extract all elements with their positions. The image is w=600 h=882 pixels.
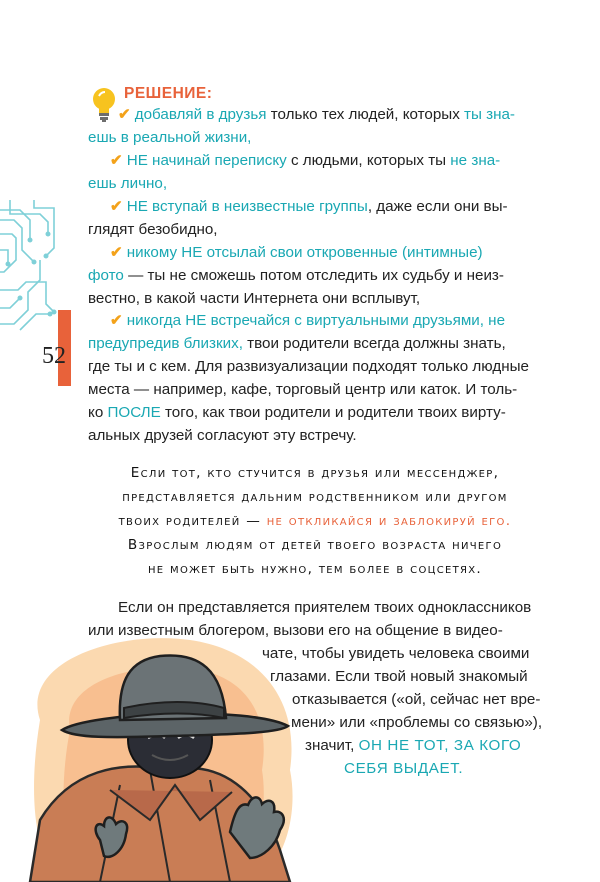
item-3-text: , даже если они вы- [367,198,508,215]
solution-item-1-line2: ешь в реальной жизни, [88,129,252,146]
item-5-text-a: ко [88,404,108,421]
item-1-highlight-2: ты зна- [464,106,515,123]
solution-item-5 [110,310,538,333]
circuit-decoration [0,200,60,340]
lower-line-2: или известным блогером, вызови его на общение в видео- [88,622,503,639]
item-3-highlight: НЕ вступай в неизвестные группы [126,198,368,215]
item-1-text: только тех людей, которых [266,106,465,123]
warning-line-2: представляется дальним родственником или другом [122,489,508,505]
solution-item-4 [110,242,538,265]
check-icon: ✔ [110,152,123,169]
solution-label [124,84,212,104]
item-5-text-c: того, как твои родители и родители твоих вирту- [160,404,506,421]
lightbulb-icon [90,86,118,124]
item-5-highlight-2: предупредив близких, [88,335,243,352]
item-4-highlight: никому НЕ отсылай свои откровенные (интимные) [126,244,483,261]
item-5-after: ПОСЛЕ [107,404,161,421]
lower-text: значит, [305,737,359,754]
solution-item-3 [110,196,538,219]
item-2-highlight-2: не зна- [450,152,501,169]
check-icon: ✔ [110,198,123,215]
solution-item-2-line2: ешь лично, [88,175,168,192]
warning-line-5: не может быть нужно, тем более в соцсетях. [147,561,483,577]
solution-item-2 [110,150,538,173]
check-icon: ✔ [110,312,123,329]
item-2-highlight: НЕ начинай переписку [126,152,287,169]
solution-item-5-line3: где ты и с кем. Для развизуализации подходят только людные [88,358,529,375]
solution-item-5-line4: места — например, кафе, торговый центр или каток. И толь- [88,381,518,398]
item-5-text: твои родители всегда должны знать, [242,335,506,352]
item-5-highlight: никогда НЕ встречайся с виртуальными друзьями, не [126,312,506,329]
item-4-photo: фото [88,267,124,284]
solution-item-5-line5 [88,402,536,425]
warning-line-1: Если тот, кто стучится в друзья или мессенджер, [130,465,500,481]
solution-item-3-line2: глядят безобидно, [88,221,218,238]
lower-line-8: СЕБЯ ВЫДАЕТ. [344,760,464,777]
solution-item-5-line6: альных друзей согласуют эту встречу. [88,427,357,444]
lower-line-1: Если он представляется приятелем твоих одноклассников [118,599,532,616]
item-2-text: с людьми, которых ты [286,152,451,169]
item-4-text: — ты не сможешь потом отследить их судьбу и неиз- [123,267,504,284]
solution-title: РЕШЕНИЕ: [124,85,213,102]
warning-line-4: Взрослым людям от детей твоего возраста ничего [127,537,503,553]
lower-line-4: глазами. Если твой новый знакомый [270,668,528,685]
solution-item-1 [118,104,538,127]
solution-item-5-line2 [88,333,536,356]
lower-line-5: отказывается («ой, сейчас нет вре- [292,691,541,708]
page-number: 52 [42,343,66,369]
check-icon: ✔ [110,244,123,261]
solution-item-4-line3: вестно, в какой части Интернета они всплывут, [88,290,421,307]
warning-text: твоих родителей — [118,513,267,529]
item-1-highlight: добавляй в друзья [134,106,267,123]
lower-line-3: чате, чтобы увидеть человека своими [262,645,530,662]
lower-line-7 [305,735,521,758]
warning-highlight: не откликайся и заблокируй его. [266,513,512,529]
lower-highlight: ОН НЕ ТОТ, ЗА КОГО [358,737,522,754]
warning-line-3 [90,510,540,533]
check-icon: ✔ [118,106,131,123]
solution-item-4-line2 [88,265,536,288]
lower-line-6: мени» или «проблемы со связью»), [291,714,543,731]
